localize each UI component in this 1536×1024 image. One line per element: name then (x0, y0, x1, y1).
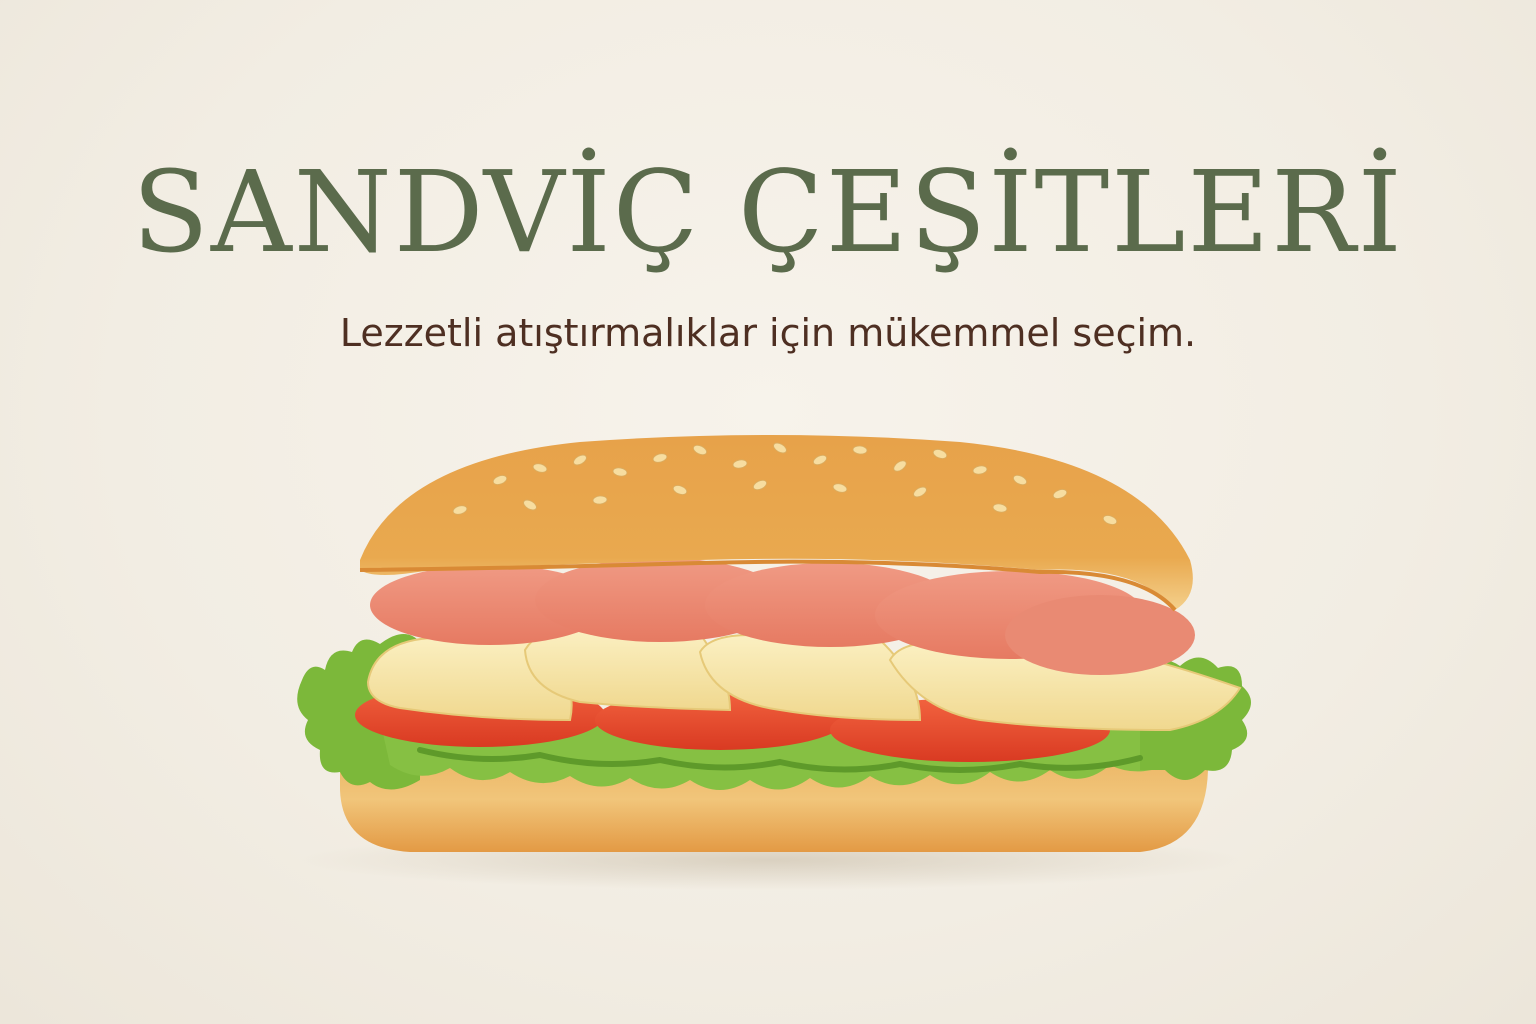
page-title: SANDVİÇ ÇEŞİTLERİ (132, 148, 1404, 278)
subtitle: Lezzetli atıştırmalıklar için mükemmel seçim. (339, 311, 1197, 355)
sandwich-illustration (280, 420, 1260, 900)
